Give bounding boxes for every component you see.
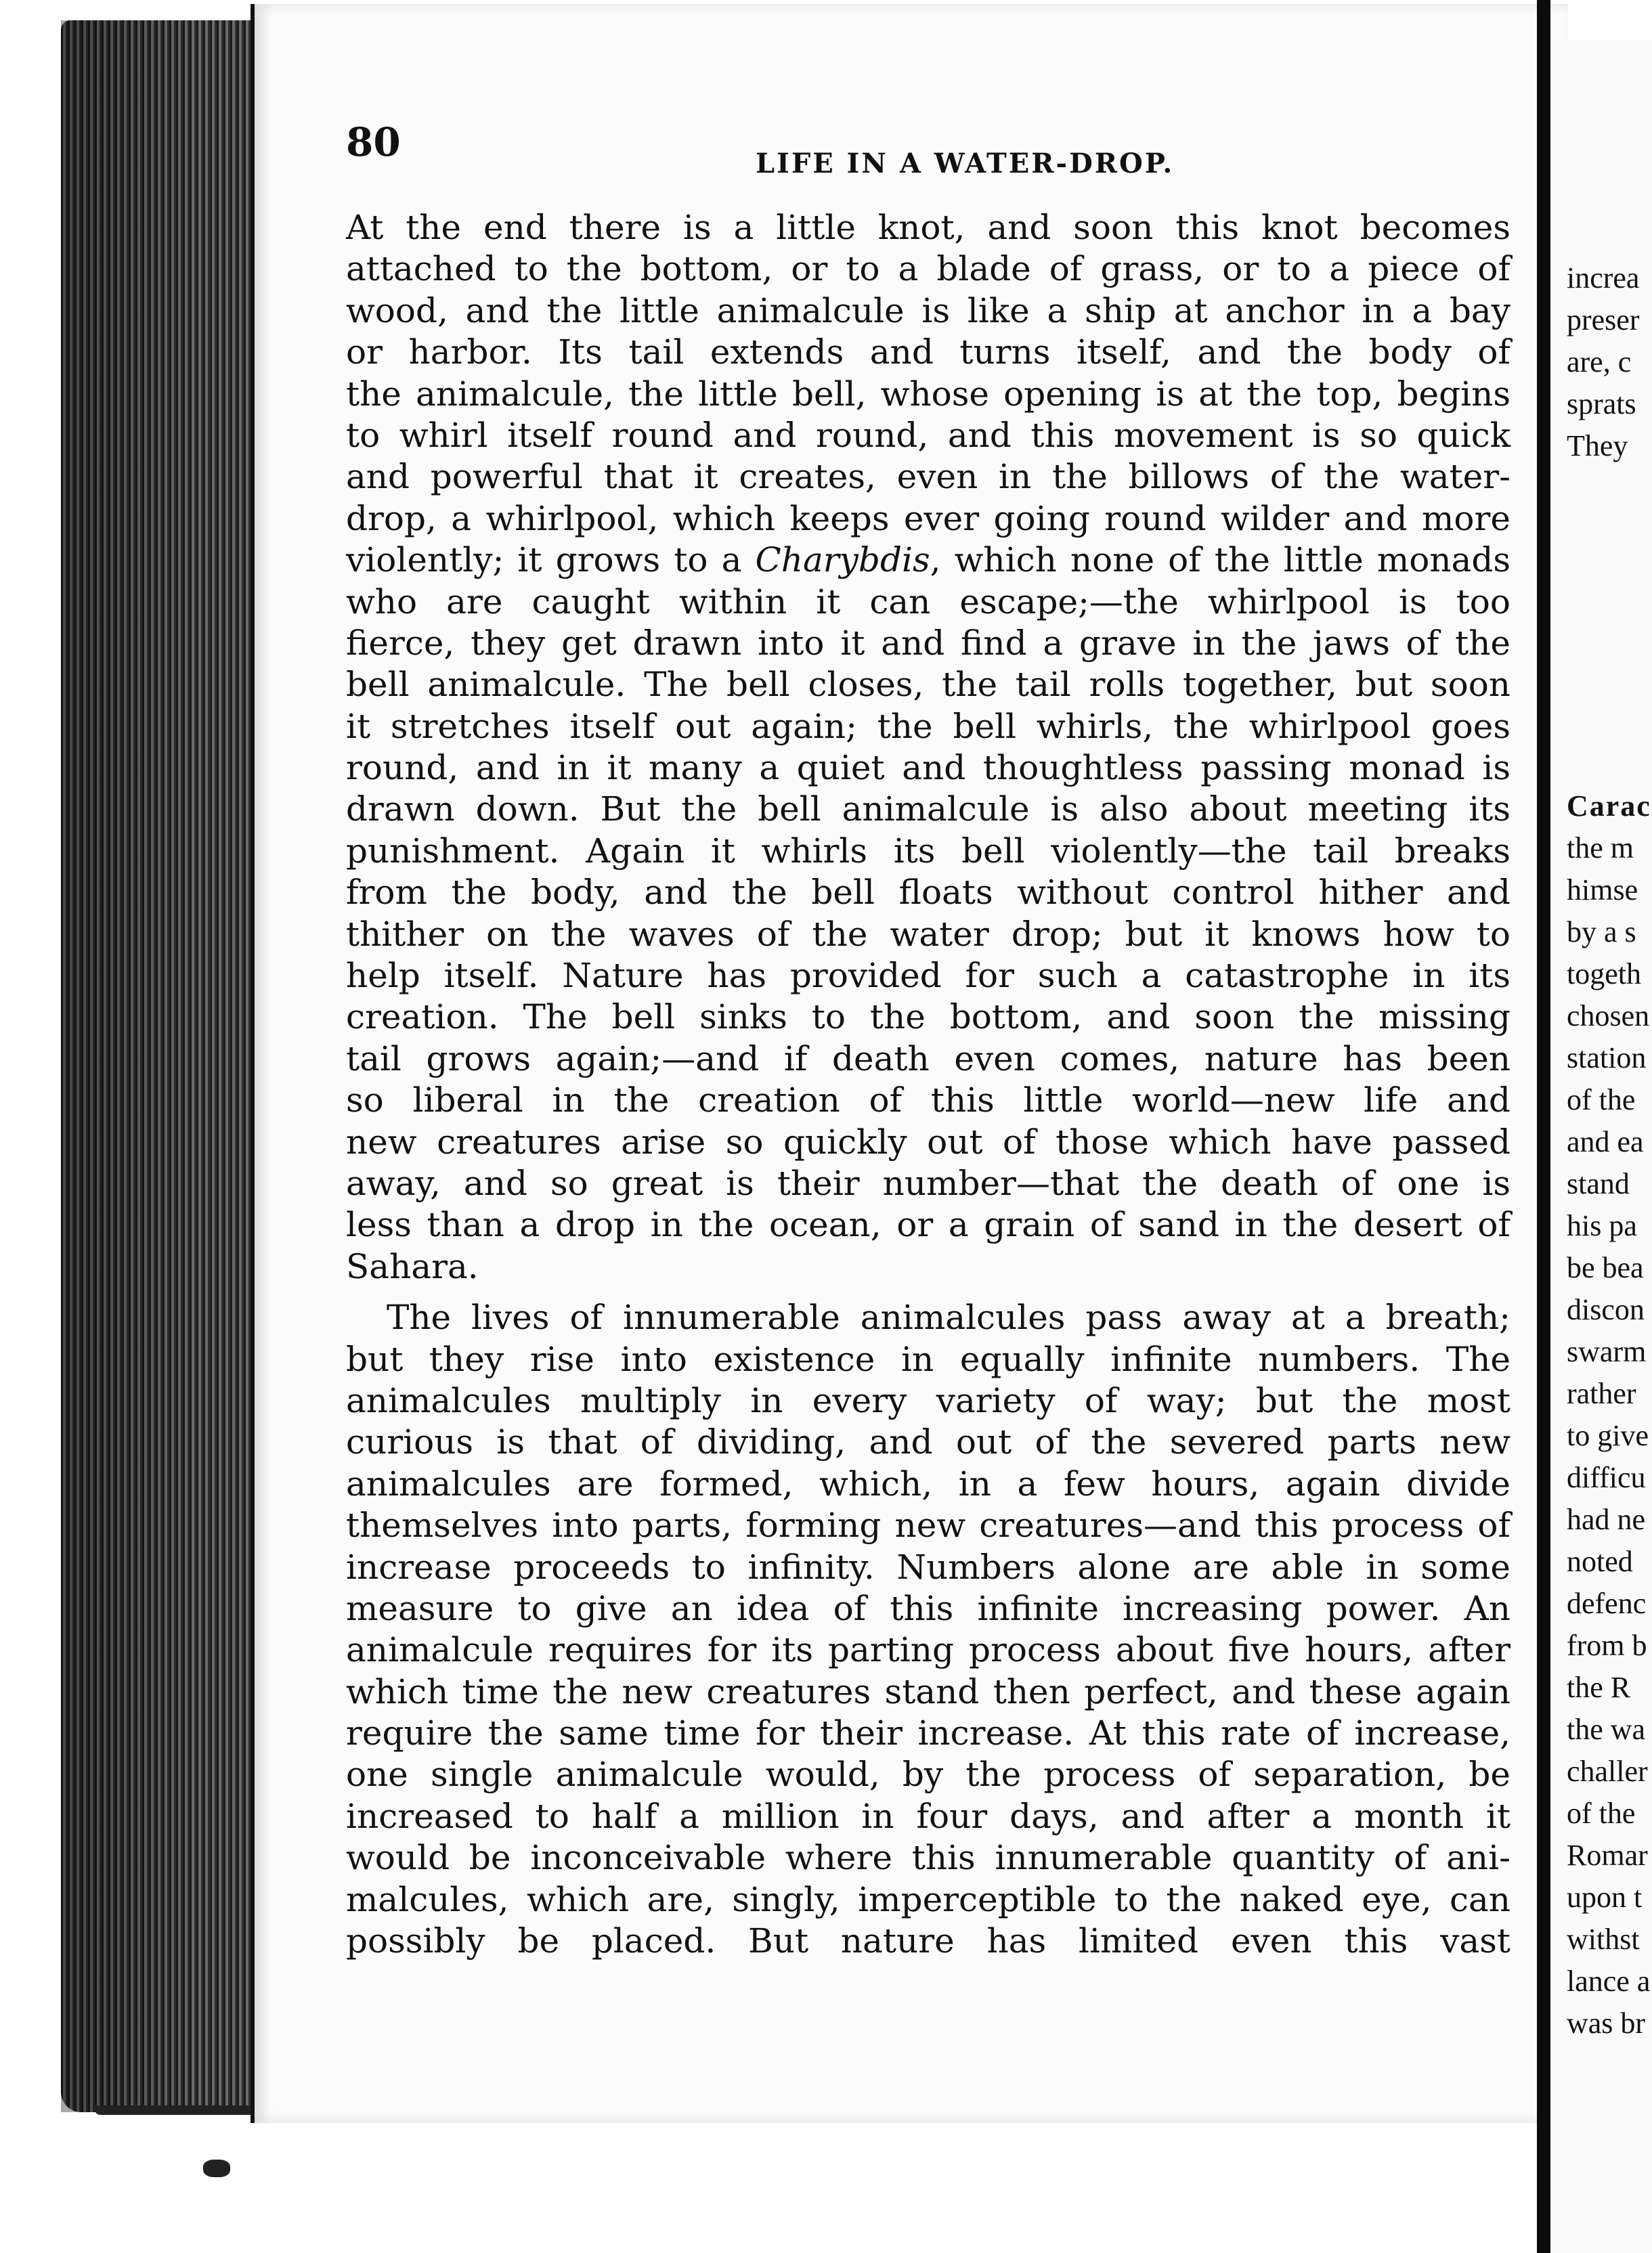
adjacent-line: his pa (1567, 1209, 1637, 1242)
text-line: animalcules multiply in every variety of way; but the most (346, 1380, 1510, 1420)
paragraph-1 (346, 207, 1510, 1288)
text-line: drop, a whirlpool, which keeps ever going round wilder and more (346, 498, 1510, 538)
text-line: bell animalcule. The bell closes, the tail rolls together, but soon (346, 665, 1510, 705)
text-line: At the end there is a little knot, and soon this knot becomes (346, 208, 1510, 247)
adjacent-line: They (1567, 429, 1628, 462)
text-line: to whirl itself round and round, and this movement is so quick (346, 415, 1510, 455)
adjacent-line: lance a (1567, 1965, 1651, 1998)
adjacent-line: preser (1567, 303, 1640, 336)
text-line: less than a drop in the ocean, or a grain of sand in the desert of (346, 1205, 1510, 1245)
text-line: violently; it grows to a Charybdis, which none of the little monads (346, 540, 1511, 580)
text-line: would be inconceivable where this innumerable quantity of ani- (346, 1838, 1510, 1878)
text-line: round, and in it many a quiet and thoughtless passing monad is (346, 748, 1510, 788)
adjacent-page-fragment (1550, 41, 1652, 2253)
text-line: and powerful that it creates, even in the billows of the water- (346, 457, 1510, 497)
text-line: so liberal in the creation of this little world—new life and (346, 1080, 1510, 1120)
text-line: from the body, and the bell floats without control hither and (346, 873, 1510, 913)
adjacent-line: and ea (1567, 1125, 1644, 1158)
adjacent-line: togeth (1567, 957, 1641, 990)
scan-speck (203, 2160, 230, 2177)
adjacent-line: noted (1567, 1545, 1633, 1578)
text-line: which time the new creatures stand then perfect, and these again (346, 1671, 1510, 1711)
text-line: require the same time for their increase. At this rate of increase, (346, 1713, 1510, 1753)
adjacent-line: increa (1567, 261, 1640, 294)
running-head: LIFE IN A WATER-DROP. (756, 148, 1175, 179)
text-line: animalcules are formed, which, in a few hours, again divide (346, 1464, 1510, 1504)
adjacent-line: to give (1567, 1419, 1649, 1452)
body-text (346, 207, 1510, 1962)
paragraph-2 (346, 1297, 1510, 1962)
adjacent-line: station (1567, 1041, 1647, 1074)
text-line: possibly be placed. But nature has limited even this vast (346, 1921, 1510, 1961)
text-line: it stretches itself out again; the bell whirls, the whirlpool goes (346, 706, 1510, 746)
text-line: The lives of innumerable animalcules pass away at a breath; (387, 1298, 1510, 1338)
text-line: animalcule requires for its parting process about five hours, after (346, 1630, 1510, 1670)
text-line: thither on the waves of the water drop; but it knows how to (346, 914, 1510, 954)
text-line: fierce, they get drawn into it and find a grave in the jaws of the (346, 623, 1510, 663)
text-line: increase proceeds to infinity. Numbers alone are able in some (346, 1547, 1510, 1587)
paragraph-gap (346, 1288, 1510, 1297)
text-line: or harbor. Its tail extends and turns itself, and the body of (346, 332, 1510, 372)
book-page (251, 4, 1568, 2123)
text-line: curious is that of dividing, and out of the severed parts new (346, 1422, 1510, 1462)
adjacent-line: are, c (1567, 345, 1632, 378)
adjacent-line: himse (1567, 873, 1638, 906)
adjacent-line: Romar (1567, 1839, 1648, 1872)
adjacent-line: discon (1567, 1293, 1645, 1326)
adjacent-line: the m (1567, 831, 1634, 865)
adjacent-line: of the (1567, 1797, 1636, 1830)
book-page-edges (61, 20, 257, 2112)
adjacent-line: upon t (1567, 1881, 1643, 1914)
text-line: Sahara. (346, 1246, 479, 1286)
adjacent-line: be bea (1567, 1251, 1644, 1284)
adjacent-line: of the (1567, 1083, 1636, 1116)
text-line: drawn down. But the bell animalcule is also about meeting its (346, 789, 1510, 829)
text-line: creation. The bell sinks to the bottom, and soon the missing (346, 997, 1510, 1037)
text-line: wood, and the little animalcule is like a ship at anchor in a bay (346, 290, 1510, 330)
text-line: increased to half a million in four days, and after a month it (346, 1796, 1510, 1836)
text-line: themselves into parts, forming new creatures—and this process of (346, 1506, 1510, 1546)
text-line: new creatures arise so quickly out of those which have passed (346, 1122, 1510, 1162)
adjacent-line: the R (1567, 1671, 1631, 1704)
adjacent-line: Carac (1567, 789, 1651, 823)
adjacent-line: was br (1567, 2007, 1646, 2040)
adjacent-line: the wa (1567, 1713, 1646, 1746)
text-line: tail grows again;—and if death even comes, nature has been (346, 1038, 1510, 1078)
text-line: malcules, which are, singly, imperceptible to the naked eye, can (346, 1879, 1510, 1919)
text-line: the animalcule, the little bell, whose opening is at the top, begins (346, 374, 1510, 414)
text-line: but they rise into existence in equally infinite numbers. The (346, 1339, 1510, 1379)
adjacent-line: defenc (1567, 1587, 1647, 1620)
text-line: attached to the bottom, or to a blade of grass, or to a piece of (346, 249, 1510, 289)
adjacent-line: stand (1567, 1167, 1630, 1200)
text-line: help itself. Nature has provided for such a catastrophe in its (346, 956, 1510, 996)
adjacent-line: swarm (1567, 1335, 1647, 1368)
adjacent-line: had ne (1567, 1503, 1646, 1536)
page-gutter (1537, 0, 1550, 2253)
text-line: punishment. Again it whirls its bell violently—the tail breaks (346, 831, 1510, 871)
text-line: away, and so great is their number—that the death of one is (346, 1163, 1510, 1203)
adjacent-line: sprats (1567, 387, 1636, 420)
page-number: 80 (346, 119, 401, 165)
italic-term: Charybdis (755, 540, 930, 580)
adjacent-line: chosen (1567, 999, 1650, 1032)
adjacent-line: by a s (1567, 915, 1636, 948)
text-line: one single animalcule would, by the process of separation, be (346, 1755, 1510, 1795)
text-line: who are caught within it can escape;—the whirlpool is too (346, 582, 1510, 621)
adjacent-line: withst (1567, 1923, 1640, 1956)
text-line: measure to give an idea of this infinite increasing power. An (346, 1588, 1510, 1628)
adjacent-line: rather (1567, 1377, 1636, 1410)
adjacent-line: challer (1567, 1755, 1648, 1788)
adjacent-line: difficu (1567, 1461, 1646, 1494)
adjacent-line: from b (1567, 1629, 1647, 1662)
